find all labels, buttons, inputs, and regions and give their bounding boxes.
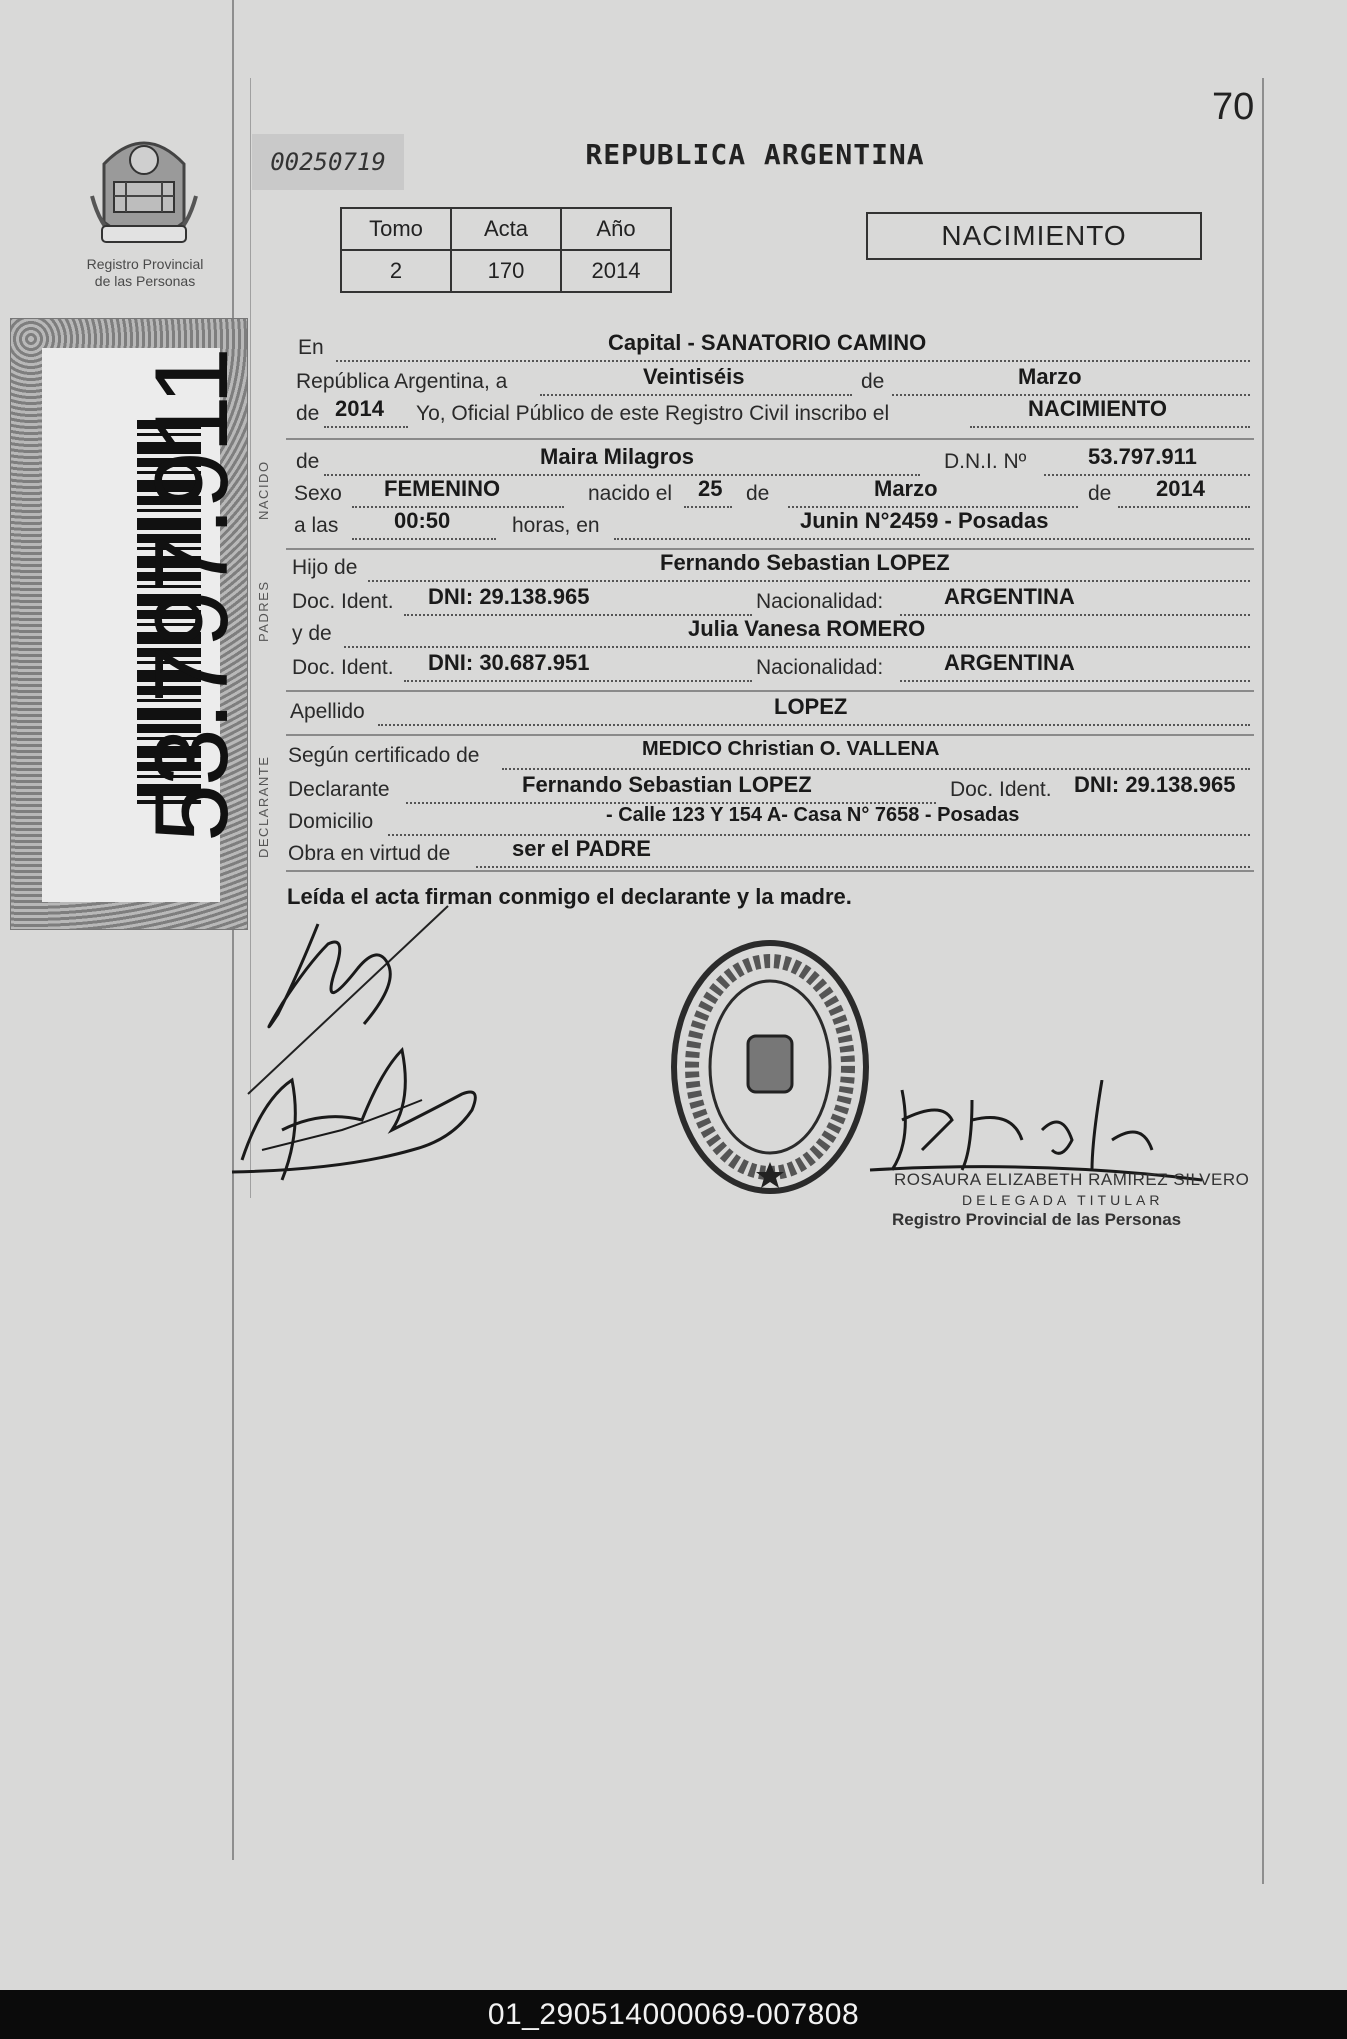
acta-table-header-row [341,208,671,250]
sexo-value: FEMENINO [384,476,501,501]
nacionalidad2-label: Nacionalidad: [756,656,884,679]
acta-header-acta: Acta [451,208,561,250]
row-certificado [288,738,1252,772]
apellido-label: Apellido [290,700,365,723]
delegate-name: ROSAURA ELIZABETH RAMIREZ SILVERO [894,1170,1250,1189]
nombre-value: Maira Milagros [540,444,695,469]
en-value: Capital - SANATORIO CAMINO [608,330,927,355]
row-sexo [288,476,1252,510]
row-anio [288,396,1252,430]
lugar-dotted-line [614,538,1250,540]
page-number: 70 [1212,86,1255,128]
padre-doc: DNI: 29.138.965 [428,584,590,609]
nacido-mes: Marzo [874,476,938,501]
madre-doc: DNI: 30.687.951 [428,650,590,675]
serial-number: 00250719 [252,134,404,190]
acta-table-value-row [341,250,671,292]
de4-label: de [1088,482,1112,505]
registry-label [60,256,230,290]
en-dotted-line [336,360,1250,362]
alas-label: a las [294,514,339,537]
madre-dotted-line [344,646,1250,648]
acta-value-acta: 170 [451,250,561,292]
apellido-value: LOPEZ [774,694,848,719]
provincial-crest-icon [86,126,202,250]
madre-value: Julia Vanesa ROMERO [688,616,926,641]
registry-label-line2: de las Personas [94,273,196,289]
acta-value-tomo: 2 [341,250,451,292]
dni-label: D.N.I. Nº [944,450,1027,473]
hora-value: 00:50 [394,508,451,533]
row-hora [288,508,1252,542]
acta-value-anio: 2014 [561,250,671,292]
inscribo-value: NACIMIENTO [1028,396,1167,421]
registry-label-line1: Registro Provincial [86,256,204,272]
declarante-doc: DNI: 29.138.965 [1074,772,1236,797]
declarante-value: Fernando Sebastian LOPEZ [522,772,812,797]
section-label-padres: PADRES [256,580,271,642]
apellido-dotted-line [378,724,1250,726]
row-madre [288,616,1252,650]
nacionalidad-label: Nacionalidad: [756,590,884,613]
separator-5 [286,870,1254,872]
madre-nac-dotted-line [900,680,1250,682]
lugar-value: Junin N°2459 - Posadas [800,508,1049,533]
docident-label: Doc. Ident. [292,590,394,613]
mes-value: Marzo [1018,364,1082,389]
left-margin-line [232,0,234,1860]
de2-label: de [296,402,320,425]
en-label: En [298,336,324,359]
row-fecha [288,364,1252,398]
certificado-label: Según certificado de [288,744,480,767]
row-declarante [288,772,1252,806]
madre-signature [222,1010,502,1210]
delegate-office: Registro Provincial de las Personas [892,1210,1182,1229]
de3-label: de [746,482,770,505]
madre-nac: ARGENTINA [944,650,1075,675]
sexo-label: Sexo [294,482,342,505]
anio-dotted-line [324,426,408,428]
delegate-signature-block [862,1080,1250,1240]
section-label-nacido: NACIDO [256,460,271,520]
declarante-label: Declarante [288,778,390,801]
padre-value: Fernando Sebastian LOPEZ [660,550,950,575]
row-madre-doc [288,650,1252,684]
row-padre [288,550,1252,584]
official-oval-stamp [668,936,872,1198]
separator-4 [286,734,1254,736]
de-label: de [861,370,885,393]
delegate-title: DELEGADA TITULAR [962,1192,1164,1208]
certificado-value: MEDICO Christian O. VALLENA [642,738,940,760]
obra-dotted-line [476,866,1250,868]
obra-label: Obra en virtud de [288,842,451,865]
docident2-label: Doc. Ident. [292,656,394,679]
certificado-dotted-line [502,768,1250,770]
separator-1 [286,438,1254,440]
inscribo-dotted-line [970,426,1250,428]
padre-dotted-line [368,580,1250,582]
separator-3 [286,690,1254,692]
acta-header-tomo: Tomo [341,208,451,250]
row-domicilio [288,804,1252,838]
hora-dotted-line [352,538,496,540]
acta-table [340,207,672,293]
domicilio-value: - Calle 123 Y 154 A- Casa N° 7658 - Posadas [606,804,1020,826]
row-en [288,330,1252,364]
record-type-box: NACIMIENTO [866,212,1202,260]
padre-nac: ARGENTINA [944,584,1075,609]
section-label-declarante: DECLARANTE [256,755,271,858]
obra-value: ser el PADRE [512,836,651,861]
horas-label: horas, en [512,514,600,537]
nombre-label: de [296,450,320,473]
hijo-label: Hijo de [292,556,358,579]
nacido-dia: 25 [698,476,723,501]
nacido-label: nacido el [588,482,673,505]
header-title: REPUBLICA ARGENTINA [585,138,925,171]
row-padre-doc [288,584,1252,618]
footer-code: 01_290514000069-007808 [0,1990,1347,2039]
anio-value: 2014 [335,396,384,421]
row-nombre [288,444,1252,478]
row-apellido [288,694,1252,728]
republica-label: República Argentina, a [296,370,508,393]
domicilio-label: Domicilio [288,810,374,833]
right-margin-line [1262,78,1264,1884]
dni-value: 53.797.911 [1088,444,1197,469]
yde-label: y de [292,622,332,645]
nacido-anio: 2014 [1156,476,1205,501]
dia-value: Veintiséis [643,364,745,389]
madre-doc-dotted-line [404,680,752,682]
acta-header-anio: Año [561,208,671,250]
docident3-label: Doc. Ident. [950,778,1052,801]
barcode-number: 53.797.911 [134,349,250,842]
closing-text: Leída el acta firman conmigo el declarante y la madre. [287,884,852,909]
oficial-text: Yo, Oficial Público de este Registro Civil inscribo el [416,402,890,425]
row-obra [288,836,1252,870]
